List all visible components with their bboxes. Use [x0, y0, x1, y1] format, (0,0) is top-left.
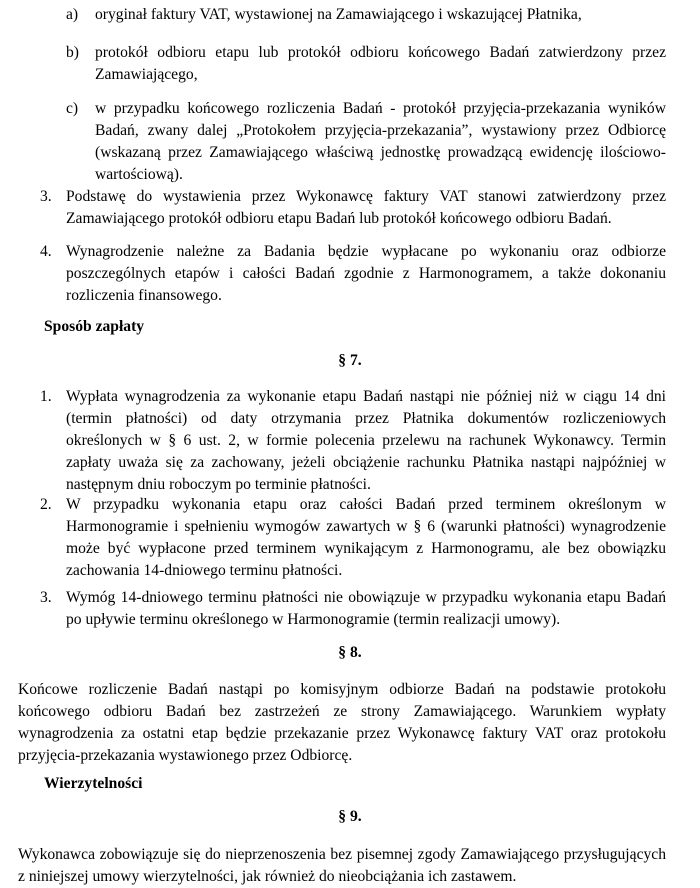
list-item-text: W przypadku wykonania etapu oraz całości Badań przed terminem określonym w Harmonogramie i spełnieniu wymogów zawartych w § 6 (warunki płatności) wynagrodzenie może być wypłacone przed terminem wynikającym z Harmonogramu, ale bez obowiązku zachowania 14-dniowego terminu płatności. — [66, 496, 666, 579]
list-item-label: 2. — [40, 496, 52, 513]
list-item-label: 1. — [40, 388, 52, 405]
list-item-text: Wymóg 14-dniowego terminu płatności nie obowiązuje w przypadku wykonania etapu Badań po upływie terminu określonego w Harmonogramie (termin realizacji umowy). — [66, 589, 666, 628]
list-item-text: oryginał faktury VAT, wystawionej na Zamawiającego i wskazującej Płatnika, — [95, 6, 582, 23]
list-item-label: 4. — [40, 243, 52, 260]
section-8-paragraph: Końcowe rozliczenie Badań nastąpi po komisyjnym odbiorze Badań na podstawie protokołu końcowego odbioru Badań bez zastrzeżeń ze strony Zamawiającego. Warunkiem wypłaty wynagrodzenia za ostatni etap będzie przekazanie przez Wykonawcę faktury VAT oraz protokołu przyjęcia-przekazania wystawionego przez Odbiorcę. — [18, 681, 666, 764]
section-7-title: § 7. — [338, 352, 362, 369]
list-item-label: 3. — [40, 188, 52, 205]
section-9-title: § 9. — [338, 808, 362, 825]
list-item-label: c) — [66, 100, 79, 117]
heading-claims: Wierzytelności — [44, 775, 143, 792]
section-9-paragraph: Wykonawca zobowiązuje się do nieprzenoszenia bez pisemnej zgody Zamawiającego przysługujących z niniejszej umowy wierzytelności, jak również do nieobciążania ich zastawem. — [18, 846, 666, 885]
list-item-label: a) — [66, 6, 79, 23]
heading-payment-method: Sposób zapłaty — [44, 318, 145, 335]
list-item-label: b) — [66, 44, 79, 61]
list-item-text: Podstawę do wystawienia przez Wykonawcę faktury VAT stanowi zatwierdzony przez Zamawiającego protokół odbioru etapu Badań lub protokół końcowego odbioru Badań. — [66, 188, 666, 227]
list-item-label: 3. — [40, 589, 52, 606]
list-item-text: Wynagrodzenie należne za Badania będzie wypłacane po wykonaniu oraz odbiorze poszczególnych etapów i całości Badań zgodnie z Harmonogramem, a także dokonaniu rozliczenia finansowego. — [66, 243, 666, 304]
list-item-text: protokół odbioru etapu lub protokół odbioru końcowego Badań zatwierdzony przez Zamawiającego, — [95, 44, 666, 83]
section-8-title: § 8. — [338, 644, 362, 661]
list-item-text: Wypłata wynagrodzenia za wykonanie etapu Badań nastąpi nie później niż w ciągu 14 dni (termin płatności) od daty otrzymania przez Płatnika dokumentów rozliczeniowych określonych w § 6 ust. 2, w formie polecenia przelewu na rachunek Wykonawcy. Termin zapłaty uważa się za zachowany, jeżeli obciążenie rachunku Płatnika nastąpi najpóźniej w następnym dniu roboczym po terminie płatności. — [66, 388, 666, 493]
list-item-text: w przypadku końcowego rozliczenia Badań - protokół przyjęcia-przekazania wyników Badań, zwany dalej „Protokołem przyjęcia-przekazania”, wystawiony przez Odbiorcę (wskazaną przez Zamawiającego właściwą jednostkę prowadzącą ewidencję ilościowo-wartościową). — [95, 100, 666, 183]
